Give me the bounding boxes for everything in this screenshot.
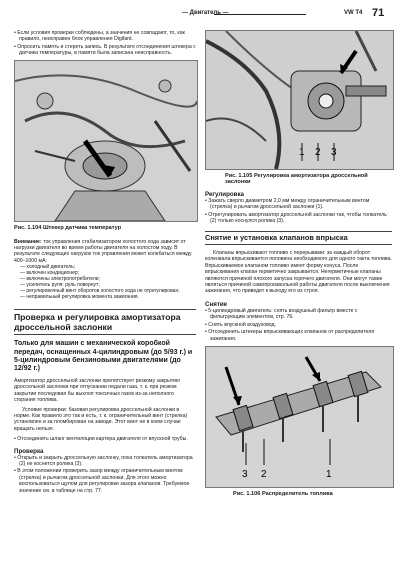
figure-1-105-caption: Рис. 1.105 Регулировка амортизатора дроссельной заслонки bbox=[225, 173, 368, 185]
section-title-throttle-damper: Проверка и регулировка амортизатора дроссельной заслонки bbox=[14, 312, 181, 333]
removal-item-3: • Отсоединить штекеры впрыскивающих клапанов от распределителя зажигания. bbox=[205, 329, 375, 342]
note-body: ток управления стабилизатором холостого хода зависит от нагрузки двигателя во время работы двигателя на холостом ходу. В результате следующих нагрузок ток управления может колебаться между 400–1000 мА: bbox=[14, 238, 192, 264]
figure-fuel-distributor-drawing bbox=[206, 347, 393, 487]
note-item-5: — регулировочный винт оборотов холостого хода не отрегулирован; bbox=[20, 288, 180, 295]
removal-heading: Снятие bbox=[205, 300, 228, 308]
left-top-bullet-2: • Опросить память и стереть запись. В результате отсоединения штекера с датчика температуры, в памяти была записана неисправность. bbox=[14, 43, 196, 57]
paragraph-damper-purpose: Амортизатор дроссельной заслонки препятствует резкому закрытию дроссельной заслонки при отпускании педали газа, т. к. при резком закрытии последовая бы выхлоп токсичных газов из-за неполного сгорания топлива. bbox=[14, 377, 180, 404]
fig3-label-1: 1 bbox=[326, 468, 332, 480]
note-label: Внимание: bbox=[14, 238, 42, 245]
check-heading: Проверка bbox=[14, 447, 44, 455]
injector-section-title: Снятие и установка клапанов впрыска bbox=[205, 232, 348, 242]
section-title-box bbox=[14, 309, 196, 335]
header-model: VW T4 bbox=[344, 10, 363, 16]
injector-paragraph: Клапаны впрыскивают топливо с перерывами: за каждый оборот коленвала впрыскивается половина необходимого для одного такта топлива. Впрыскиваемое клапаном топливо имеет форму конуса. После впрыскивания клапан герметично закрывается. Негерметичные клапаны являются причиной плохого запуска горячего двигателя. Они могут также являться причиной самопроизвольной работы двигателя после выключения зажигания, что приведет к выходу его из строя. bbox=[205, 250, 392, 295]
removal-item-2: • Снять впускной воздуховод. bbox=[205, 321, 277, 328]
figure-temperature-sensor-drawing bbox=[15, 61, 197, 221]
injector-title-box bbox=[205, 231, 392, 245]
header-section: — Двигатель — bbox=[182, 10, 229, 16]
figure-1-106-caption: Рис. 1.106 Распределитель топлива bbox=[233, 490, 333, 497]
figure-damper-adjustment bbox=[205, 30, 394, 170]
paragraph-check-condition: Условие проверки: базовая регулировка дроссельной заслонки в норме. Как правило это так и есть, т. к. ограничительный винт (стрелка) установлен и за пломбирован на заводе. Этот винт не в коем случае вращать нельзя. bbox=[14, 406, 188, 432]
page-header bbox=[0, 8, 401, 22]
fig2-label-1: 1 bbox=[299, 147, 305, 158]
fig2-label-2: 2 bbox=[315, 147, 321, 158]
note-item-4: — усилитель руля: руль повернут; bbox=[20, 282, 100, 289]
figure-1-104-caption: Рис. 1.104 Штекер датчика температур bbox=[14, 224, 122, 231]
left-top-bullet-1: • Если условия проверки соблюдены, а значения не совпадают, то, как правило, неисправен блок управления Digifant. bbox=[14, 30, 185, 43]
figure-temperature-sensor bbox=[14, 60, 198, 222]
adjust-heading: Регулировка bbox=[205, 191, 244, 198]
adjust-item-2: • Отрегулировать амортизатор дроссельной заслонки так, чтобы толкатель (2) только коснулся ролика (3). bbox=[205, 211, 387, 225]
left-column bbox=[14, 30, 196, 495]
note-item-3: — включены электропотребители; bbox=[20, 276, 100, 283]
figure-damper-adjustment-drawing bbox=[206, 31, 393, 169]
fig2-label-3: 3 bbox=[331, 147, 337, 158]
check-item-2: • В этом положении проверить зазор между ограничительным винтом (стрелка) и рычагом дроссельной заслонки. Для этого можно воспользоваться щупом для регулировки зазора клапанов. Требуемое значение см. в таблице на стр. 77. bbox=[14, 468, 190, 494]
fig3-label-2: 2 bbox=[261, 468, 267, 480]
note-item-6: — неправильный регулировка момента зажигания. bbox=[20, 294, 139, 301]
subtitle-manual-gearbox: Только для машин с механической коробкой передач, оснащенных 4-цилиндровым (до 5/93 г.) и 5-цилиндровым бензиновыми двигателями (до 12/92 г.) bbox=[14, 340, 193, 373]
note-item-2: — включен кондиционер; bbox=[20, 270, 80, 277]
note-block bbox=[14, 239, 196, 301]
figure-fuel-distributor bbox=[205, 346, 394, 488]
right-column bbox=[205, 30, 392, 497]
check-item-1: • Открыть и закрыть дроссельную заслонку, пока толкатель амортизатора (2) не коснется ролика (3). bbox=[14, 454, 193, 467]
note-text bbox=[14, 239, 196, 265]
removal-item-1: • 5-цилиндровый двигатель: снять воздушный фильтр вместе с фильтрующим элементом, стр. 76. bbox=[205, 307, 358, 321]
header-rule bbox=[214, 14, 306, 15]
adjust-item-1: • Зажать сверло диаметром 2,0 мм между ограничительным винтом (стрелка) и рычагом дроссельной заслонки (1). bbox=[205, 198, 370, 211]
bullet-disconnect-hose: • Отсоединить шланг вентиляции картера двигателя от впускной трубы. bbox=[14, 436, 188, 443]
note-item-1: — холодный двигатель; bbox=[20, 264, 76, 271]
fig3-label-3: 3 bbox=[242, 468, 248, 480]
page-number: 71 bbox=[372, 7, 385, 19]
